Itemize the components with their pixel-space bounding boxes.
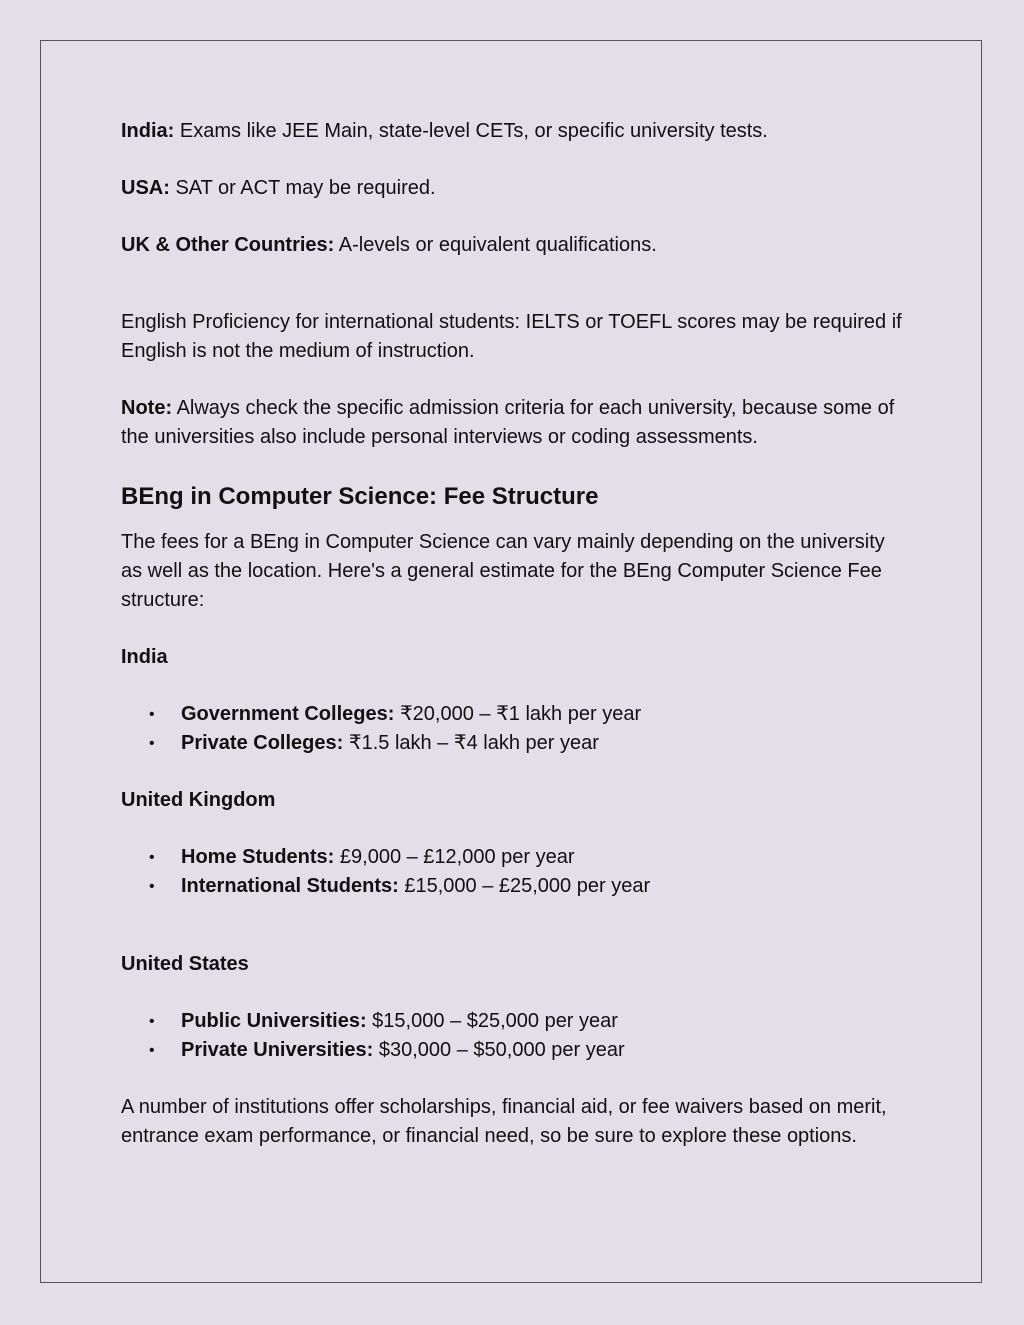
requirement-label: USA: <box>121 177 170 199</box>
fee-value: $30,000 – $50,000 per year <box>373 1039 625 1061</box>
region-heading-india: India <box>121 646 168 668</box>
list-item <box>121 1007 911 1036</box>
requirement-text: A-levels or equivalent qualifications. <box>334 234 657 256</box>
note-paragraph <box>121 394 911 452</box>
fee-value: ₹20,000 – ₹1 lakh per year <box>394 703 642 725</box>
admission-requirement-india <box>121 117 911 146</box>
fee-list-india <box>121 700 911 758</box>
fee-label: International Students: <box>181 875 399 897</box>
scholarship-paragraph: A number of institutions offer scholarships, financial aid, or fee waivers based on merit, entrance exam performance, or financial need, so be sure to explore these options. <box>121 1096 887 1147</box>
fee-structure-heading: BEng in Computer Science: Fee Structure <box>121 483 599 510</box>
fee-label: Public Universities: <box>181 1010 367 1032</box>
note-label: Note: <box>121 397 173 419</box>
requirement-label: UK & Other Countries: <box>121 234 335 256</box>
requirement-text: Exams like JEE Main, state-level CETs, or specific university tests. <box>174 120 768 142</box>
note-text: Always check the specific admission criteria for each university, because some of the universities also include personal interviews or coding assessments. <box>121 397 895 448</box>
bullet-icon: • <box>149 1042 155 1059</box>
list-item <box>121 1036 911 1065</box>
fee-value: $15,000 – $25,000 per year <box>366 1010 618 1032</box>
fee-value: £9,000 – £12,000 per year <box>334 846 575 868</box>
list-item <box>121 843 911 872</box>
document-body <box>121 117 911 1151</box>
list-item <box>121 729 911 758</box>
list-item <box>121 872 911 901</box>
admission-requirement-uk <box>121 231 911 260</box>
list-item <box>121 700 911 729</box>
requirement-label: India: <box>121 120 175 142</box>
region-heading-uk: United Kingdom <box>121 789 276 811</box>
admission-requirement-usa <box>121 174 911 203</box>
fee-list-uk <box>121 843 911 901</box>
bullet-icon: • <box>149 1013 155 1030</box>
fee-label: Government Colleges: <box>181 703 395 725</box>
fee-list-us <box>121 1007 911 1065</box>
bullet-icon: • <box>149 878 155 895</box>
english-proficiency-paragraph: English Proficiency for international students: IELTS or TOEFL scores may be required if English is not the medium of instruction. <box>121 311 902 362</box>
fee-label: Private Colleges: <box>181 732 344 754</box>
fee-intro-paragraph: The fees for a BEng in Computer Science can vary mainly depending on the university as well as the location. Here's a general estimate for the BEng Computer Science Fee structure: <box>121 531 885 611</box>
bullet-icon: • <box>149 735 155 752</box>
requirement-text: SAT or ACT may be required. <box>169 177 436 199</box>
fee-value: £15,000 – £25,000 per year <box>398 875 651 897</box>
fee-label: Home Students: <box>181 846 335 868</box>
bullet-icon: • <box>149 706 155 723</box>
fee-value: ₹1.5 lakh – ₹4 lakh per year <box>343 732 599 754</box>
fee-label: Private Universities: <box>181 1039 374 1061</box>
bullet-icon: • <box>149 849 155 866</box>
region-heading-us: United States <box>121 953 249 975</box>
